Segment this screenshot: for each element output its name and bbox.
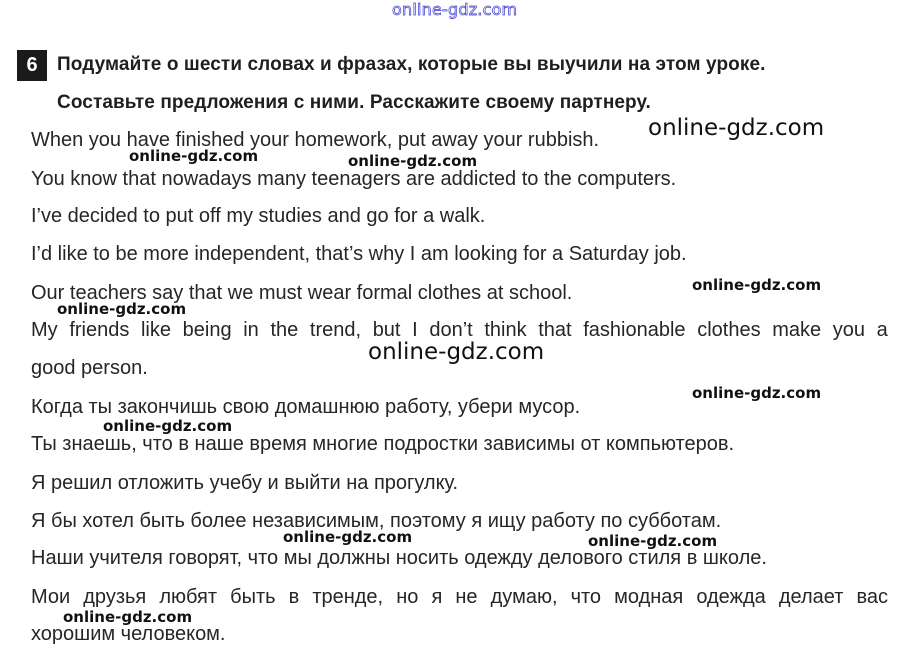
word: friends [69, 319, 130, 341]
watermark: online-gdz.com [588, 532, 718, 550]
word: я [431, 586, 443, 608]
word: друзья [83, 586, 147, 608]
word: My [31, 319, 58, 341]
watermark: online-gdz.com [648, 115, 825, 141]
russian-sentence-2: Ты знаешь, что в наше время многие подростки зависимы от компьютеров. [31, 433, 735, 455]
english-sentence-2: You know that nowadays many teenagers are addicted to the computers. [31, 168, 677, 190]
task-instruction-line-2: Составьте предложения с ними. Расскажите своему партнеру. [57, 92, 651, 113]
word: trend, [309, 319, 362, 341]
watermark: online-gdz.com [57, 300, 187, 318]
watermark: online-gdz.com [692, 384, 822, 402]
word: одежда [696, 586, 766, 608]
word: не [455, 586, 478, 608]
word: быть [230, 586, 276, 608]
word: вас [856, 586, 888, 608]
word: the [270, 319, 299, 341]
word: делает [778, 586, 844, 608]
word: модная [614, 586, 684, 608]
word: like [140, 319, 171, 341]
russian-sentence-4: Я бы хотел быть более независимым, поэтому я ищу работу по субботам. [31, 510, 722, 532]
word: но [396, 586, 419, 608]
word: I [412, 319, 418, 341]
word: a [876, 319, 888, 341]
word: think [484, 319, 527, 341]
word: in [243, 319, 259, 341]
russian-sentence-5: Наши учителя говорят, что мы должны носить одежду делового стиля в школе. [31, 547, 767, 569]
english-sentence-3: I’ve decided to put off my studies and go for a walk. [31, 205, 486, 227]
top-watermark: online-gdz.com [392, 0, 518, 19]
russian-sentence-1: Когда ты закончишь свою домашнюю работу, убери мусор. [31, 396, 581, 418]
exercise-number-badge: 6 [17, 50, 47, 81]
word: fashionable [583, 319, 686, 341]
word: Мои [31, 586, 71, 608]
word: being [182, 319, 232, 341]
watermark: online-gdz.com [129, 147, 259, 165]
russian-sentence-6-line-2: хорошим человеком. [31, 623, 226, 645]
english-sentence-6-line-2: good person. [31, 357, 148, 379]
russian-sentence-3: Я решил отложить учебу и выйти на прогулку. [31, 472, 459, 494]
english-sentence-1: When you have finished your homework, put away your rubbish. [31, 129, 600, 151]
watermark: online-gdz.com [368, 339, 545, 365]
watermark: online-gdz.com [283, 528, 413, 546]
word: that [538, 319, 572, 341]
watermark: online-gdz.com [63, 608, 193, 626]
watermark: online-gdz.com [348, 152, 478, 170]
word: тренде, [312, 586, 384, 608]
word: but [372, 319, 401, 341]
word: don’t [429, 319, 473, 341]
word: любят [159, 586, 218, 608]
word: clothes [697, 319, 761, 341]
task-instruction-line-1: Подумайте о шести словах и фразах, которые вы выучили на этом уроке. [57, 54, 766, 75]
word: думаю, [490, 586, 558, 608]
word: в [288, 586, 300, 608]
english-sentence-4: I’d like to be more independent, that’s why I am looking for a Saturday job. [31, 243, 687, 265]
russian-sentence-6-line-1 [31, 586, 888, 609]
english-sentence-5: Our teachers say that we must wear formal clothes at school. [31, 282, 573, 304]
word: make [772, 319, 822, 341]
watermark: online-gdz.com [103, 417, 233, 435]
watermark: online-gdz.com [692, 276, 822, 294]
word: you [832, 319, 866, 341]
word: что [570, 586, 602, 608]
